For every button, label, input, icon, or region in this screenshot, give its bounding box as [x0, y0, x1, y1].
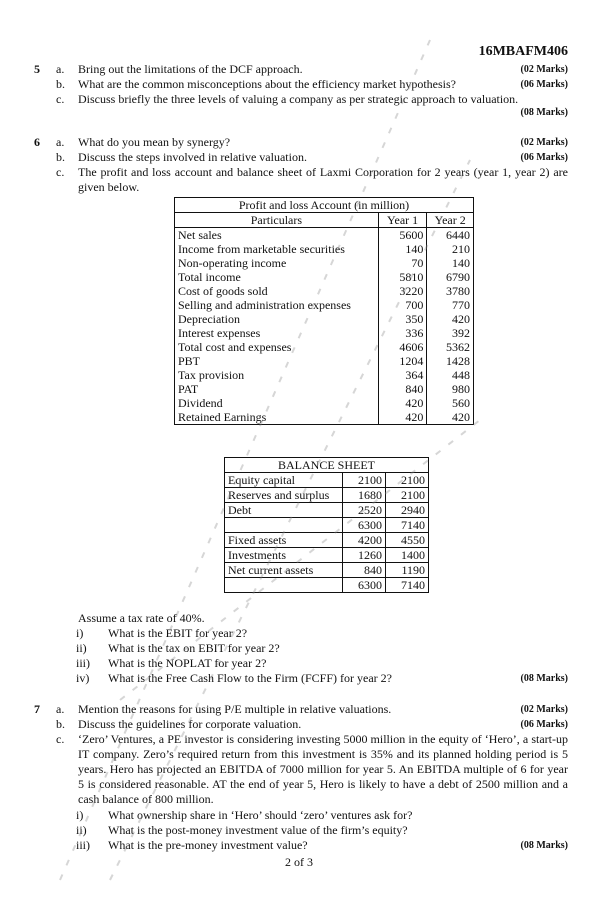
table-row — [175, 228, 474, 243]
question-text: What do you mean by synergy? — [78, 135, 231, 149]
row-label: PBT — [175, 354, 379, 368]
cell-value: 350 — [378, 312, 427, 326]
table-row — [175, 354, 474, 368]
course-code: 16MBAFM406 — [478, 44, 568, 59]
row-label: PAT — [175, 382, 379, 396]
row-label: Dividend — [175, 396, 379, 410]
cell-value: 1680 — [343, 488, 386, 503]
q7a — [34, 702, 568, 717]
page-number: 2 of 3 — [285, 855, 313, 869]
marks: (06 Marks) — [520, 152, 568, 163]
q7c-sub-i — [76, 808, 568, 823]
marks: (02 Marks) — [520, 64, 568, 75]
table-row — [175, 382, 474, 396]
q6c-sub-iv — [76, 671, 568, 686]
cell-value: 6790 — [446, 270, 470, 284]
assumption — [78, 611, 568, 626]
question-text: Discuss the guidelines for corporate valuation. — [78, 717, 302, 731]
cell-value: 140 — [378, 242, 427, 256]
q6c-sub-iii — [76, 656, 568, 671]
cell-value: 560 — [452, 396, 470, 410]
cell-value: 420 — [452, 312, 470, 326]
q6c-sub-i — [76, 626, 568, 641]
q7b — [34, 717, 568, 732]
roman-label: i) — [76, 626, 84, 640]
cell-value: 364 — [378, 368, 427, 382]
cell-value: 4550 — [386, 533, 429, 548]
question-text: Discuss briefly the three levels of valuing a company as per strategic approach to valuation. — [78, 92, 519, 106]
row-label: Total income — [175, 270, 379, 284]
sub-question-text: What is the tax on EBIT for year 2? — [108, 641, 280, 655]
row-label — [225, 518, 343, 533]
cell-value: 3780 — [446, 284, 470, 298]
cell-value: 7140 — [386, 578, 429, 593]
table-row — [225, 473, 429, 488]
cell-value: 3220 — [378, 284, 427, 298]
roman-label: ii) — [76, 641, 87, 655]
cell-value: 6440 — [446, 228, 470, 242]
cell-value: 392 — [452, 326, 470, 340]
q7c-sub-iii — [76, 838, 568, 853]
table-row — [225, 533, 429, 548]
row-label: Equity capital — [225, 473, 343, 488]
marks: (08 Marks) — [520, 673, 568, 684]
cell-value: 1190 — [386, 563, 429, 578]
table-row — [225, 563, 429, 578]
q5a — [34, 62, 568, 77]
row-label: Tax provision — [175, 368, 379, 382]
sub-question-text: What is the EBIT for year 2? — [108, 626, 248, 640]
table-row — [225, 548, 429, 563]
row-label: Debt — [225, 503, 343, 518]
part-label: a. — [56, 135, 65, 149]
cell-value: 210 — [452, 242, 470, 256]
cell-value: 5362 — [446, 340, 470, 354]
table-body — [225, 473, 429, 593]
table-row — [175, 256, 474, 270]
marks: (08 Marks) — [520, 107, 568, 118]
sub-question-text: What is the pre-money investment value? — [108, 838, 308, 852]
marks: (08 Marks) — [520, 840, 568, 851]
balance-sheet-table — [224, 457, 429, 593]
cell-value: 4200 — [343, 533, 386, 548]
table-row — [225, 518, 429, 533]
table-row — [175, 242, 474, 256]
sub-question-text: What is the NOPLAT for year 2? — [108, 656, 267, 670]
table-body — [175, 228, 474, 425]
row-label: Investments — [225, 548, 343, 563]
question-text: Discuss the steps involved in relative valuation. — [78, 150, 307, 164]
row-label: Interest expenses — [175, 326, 379, 340]
row-label: Cost of goods sold — [175, 284, 379, 298]
cell-value: 770 — [452, 298, 470, 312]
assumption-text: Assume a tax rate of 40%. — [78, 611, 205, 625]
column-header: Particulars — [175, 213, 379, 228]
question-text: The profit and loss account and balance sheet of Laxmi Corporation for 2 years (year 1, year 2) are given below. — [78, 165, 568, 194]
cell-value: 2100 — [343, 473, 386, 488]
q6b — [34, 150, 568, 165]
cell-value: 1204 — [378, 354, 427, 368]
row-label: Net current assets — [225, 563, 343, 578]
row-label: Fixed assets — [225, 533, 343, 548]
table-title: Profit and loss Account (in million) — [175, 198, 474, 213]
table-row — [175, 340, 474, 354]
question-text: ‘Zero’ Ventures, a PE investor is considering investing 5000 million in the equity of ‘Hero’, a start-up IT company. Zero’s required return from this investment is 35% and its planned holding period is 5 years. Hero has projected an EBITDA of 7000 million for year 5. An EBITDA multiple of 6 for year 5 is considered reasonable. AT the end of year 5, Hero is likely to have a debt of 2500 million and a cash balance of 800 million. — [78, 732, 568, 806]
column-header: Year 2 — [427, 213, 474, 228]
row-label: Depreciation — [175, 312, 379, 326]
cell-value: 840 — [378, 382, 427, 396]
part-label: b. — [56, 77, 65, 91]
cell-value: 448 — [452, 368, 470, 382]
part-label: a. — [56, 702, 65, 716]
part-label: b. — [56, 150, 65, 164]
cell-value: 4606 — [378, 340, 427, 354]
cell-value: 980 — [452, 382, 470, 396]
table-row — [175, 368, 474, 382]
roman-label: iii) — [76, 838, 90, 852]
row-label: Reserves and surplus — [225, 488, 343, 503]
sub-question-text: What ownership share in ‘Hero’ should ‘zero’ ventures ask for? — [108, 808, 413, 822]
table-row — [175, 312, 474, 326]
profit-loss-table — [174, 197, 474, 425]
cell-value: 6300 — [343, 578, 386, 593]
part-label: c. — [56, 92, 65, 106]
row-label: Total cost and expenses — [175, 340, 379, 354]
row-label: Retained Earnings — [175, 410, 379, 425]
question-text: Mention the reasons for using P/E multiple in relative valuations. — [78, 702, 392, 716]
cell-value: 2100 — [386, 473, 429, 488]
marks: (02 Marks) — [520, 137, 568, 148]
question-number: 5 — [34, 62, 40, 76]
cell-value: 5600 — [378, 228, 427, 243]
table-row — [175, 326, 474, 340]
question-number: 6 — [34, 135, 40, 149]
question-text: What are the common misconceptions about the efficiency market hypothesis? — [78, 77, 456, 91]
table-row — [175, 396, 474, 410]
row-label: Selling and administration expenses — [175, 298, 379, 312]
table-row — [225, 488, 429, 503]
q5b — [34, 77, 568, 92]
table-row — [175, 298, 474, 312]
q6a — [34, 135, 568, 150]
row-label: Income from marketable securities — [175, 242, 379, 256]
cell-value: 6300 — [343, 518, 386, 533]
table-row — [225, 503, 429, 518]
roman-label: iii) — [76, 656, 90, 670]
cell-value: 1260 — [343, 548, 386, 563]
cell-value: 70 — [378, 256, 427, 270]
row-label: Non-operating income — [175, 256, 379, 270]
table-row — [175, 410, 474, 425]
cell-value: 420 — [378, 396, 427, 410]
sub-question-text: What is the Free Cash Flow to the Firm (FCFF) for year 2? — [108, 671, 392, 685]
cell-value: 2100 — [386, 488, 429, 503]
cell-value: 2940 — [386, 503, 429, 518]
column-header: Year 1 — [378, 213, 427, 228]
table-row — [175, 270, 474, 284]
cell-value: 840 — [343, 563, 386, 578]
row-label: Net sales — [175, 228, 379, 243]
part-label: c. — [56, 165, 65, 179]
cell-value: 1400 — [386, 548, 429, 563]
part-label: b. — [56, 717, 65, 731]
cell-value: 420 — [378, 410, 427, 425]
cell-value: 7140 — [386, 518, 429, 533]
part-label: a. — [56, 62, 65, 76]
table-title: BALANCE SHEET — [225, 458, 429, 473]
q6c-sub-ii — [76, 641, 568, 656]
question-number: 7 — [34, 702, 40, 716]
q7c-sub-ii — [76, 823, 568, 838]
row-label — [225, 578, 343, 593]
cell-value: 2520 — [343, 503, 386, 518]
cell-value: 140 — [452, 256, 470, 270]
roman-label: ii) — [76, 823, 87, 837]
table-row — [175, 284, 474, 298]
table-row — [225, 578, 429, 593]
cell-value: 700 — [378, 298, 427, 312]
marks: (06 Marks) — [520, 719, 568, 730]
marks: (06 Marks) — [520, 79, 568, 90]
cell-value: 336 — [378, 326, 427, 340]
cell-value: 5810 — [378, 270, 427, 284]
marks: (02 Marks) — [520, 704, 568, 715]
question-text: Bring out the limitations of the DCF approach. — [78, 62, 303, 76]
sub-question-text: What is the post-money investment value of the firm’s equity? — [108, 823, 408, 837]
roman-label: i) — [76, 808, 84, 822]
part-label: c. — [56, 732, 65, 746]
roman-label: iv) — [76, 671, 90, 685]
cell-value: 420 — [452, 410, 470, 424]
q5c — [34, 92, 568, 107]
cell-value: 1428 — [446, 354, 470, 368]
